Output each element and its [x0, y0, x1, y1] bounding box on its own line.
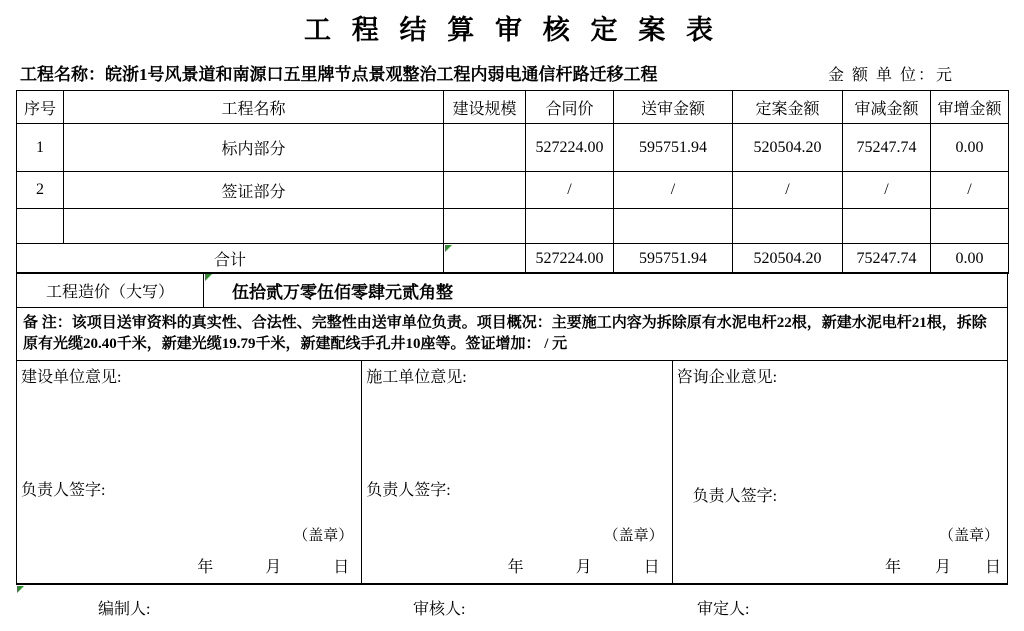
col-header-seq: 序号 — [17, 91, 64, 124]
date-line — [197, 554, 349, 577]
meta-row — [0, 60, 1024, 84]
row1-scale-cell — [444, 124, 526, 172]
opinion-title: 咨询企业意见: — [676, 369, 778, 386]
blank-name-cell — [64, 209, 444, 244]
year-label: 年 — [507, 559, 524, 576]
opinion-title: 建设单位意见: — [21, 369, 122, 386]
cell-flag-icon — [445, 245, 452, 252]
cell-flag-icon — [205, 274, 212, 281]
table-header-row — [17, 91, 1009, 124]
opinion-title: 施工单位意见: — [366, 369, 467, 386]
checker-label: 审核人: — [413, 601, 466, 618]
date-line — [508, 554, 660, 577]
row1-contract-cell: 527224.00 — [526, 124, 614, 172]
blank-seq-cell — [17, 209, 64, 244]
opinion-box-consulting-firm — [673, 361, 1007, 583]
opinion-box-contractor-unit — [362, 361, 672, 583]
blank-scale-cell — [444, 209, 526, 244]
cell-flag-icon — [17, 586, 24, 593]
blank-final-cell — [733, 209, 843, 244]
row2-name-cell: 签证部分 — [64, 172, 444, 209]
month-label: 月 — [575, 559, 592, 576]
row2-final-cell: / — [733, 172, 843, 209]
opinion-boxes — [16, 360, 1008, 585]
row2-seq-cell: 2 — [17, 172, 64, 209]
month-label: 月 — [934, 559, 951, 576]
row1-reduced-cell: 75247.74 — [843, 124, 931, 172]
sign-label: 负责人签字: — [692, 488, 778, 505]
total-final-cell: 520504.20 — [733, 244, 843, 274]
maker-label: 编制人: — [98, 601, 151, 618]
col-header-reduced: 审减金额 — [843, 91, 931, 124]
total-label-cell: 合计 — [17, 244, 444, 274]
row1-increased-cell: 0.00 — [931, 124, 1009, 172]
table-row — [17, 124, 1009, 172]
blank-reduced-cell — [843, 209, 931, 244]
footer-signature-strip — [0, 596, 1024, 620]
total-submitted-cell: 595751.94 — [614, 244, 733, 274]
seal-label: （盖章） — [293, 528, 354, 544]
row2-increased-cell: / — [931, 172, 1009, 209]
date-line — [885, 554, 1001, 577]
col-header-scale: 建设规模 — [444, 91, 526, 124]
opinion-box-construction-unit — [17, 361, 362, 583]
row2-submitted-cell: / — [614, 172, 733, 209]
settlement-table — [16, 90, 1009, 274]
row2-contract-cell: / — [526, 172, 614, 209]
table-total-row — [17, 244, 1009, 274]
capital-amount-row — [16, 272, 1008, 308]
col-header-project: 工程名称 — [64, 91, 444, 124]
row1-submitted-cell: 595751.94 — [614, 124, 733, 172]
blank-contract-cell — [526, 209, 614, 244]
row1-final-cell: 520504.20 — [733, 124, 843, 172]
month-label: 月 — [265, 559, 282, 576]
sign-label: 负责人签字: — [21, 482, 106, 499]
col-header-contract: 合同价 — [526, 91, 614, 124]
year-label: 年 — [884, 559, 901, 576]
capital-amount-value: 伍拾贰万零伍佰零肆元贰角整 — [232, 282, 453, 302]
total-contract-cell: 527224.00 — [526, 244, 614, 274]
project-name-label: 工程名称：皖浙1号风景道和南源口五里牌节点景观整治工程内弱电通信杆路迁移工程 — [20, 65, 658, 84]
col-header-final: 定案金额 — [733, 91, 843, 124]
seal-label: （盖章） — [938, 528, 999, 544]
year-label: 年 — [197, 559, 214, 576]
row2-scale-cell — [444, 172, 526, 209]
row2-reduced-cell: / — [843, 172, 931, 209]
amount-unit-label: 金 额 单 位：元 — [827, 67, 954, 84]
capital-amount-label: 工程造价（大写） — [17, 273, 204, 307]
page-title: 工 程 结 算 审 核 定 案 表 — [304, 15, 720, 45]
approver-label: 审定人: — [697, 601, 750, 618]
table-row — [17, 172, 1009, 209]
total-increased-cell: 0.00 — [931, 244, 1009, 274]
total-scale-cell — [444, 244, 526, 274]
blank-increased-cell — [931, 209, 1009, 244]
day-label: 日 — [643, 559, 660, 576]
col-header-submitted: 送审金额 — [614, 91, 733, 124]
day-label: 日 — [984, 559, 1001, 576]
seal-label: （盖章） — [603, 528, 664, 544]
row1-seq-cell: 1 — [17, 124, 64, 172]
table-row-blank — [17, 209, 1009, 244]
col-header-increased: 审增金额 — [931, 91, 1009, 124]
note-cell: 备 注：该项目送审资料的真实性、合法性、完整性由送审单位负责。项目概况：主要施工内容为拆除原有水泥电杆22根，新建水泥电杆21根，拆除原有光缆20.40千米，新建光缆19.79千米，新建配线手孔井10座等。签证增加： / 元 — [16, 307, 1008, 361]
day-label: 日 — [333, 559, 350, 576]
blank-submitted-cell — [614, 209, 733, 244]
sign-label: 负责人签字: — [366, 482, 451, 499]
total-reduced-cell: 75247.74 — [843, 244, 931, 274]
row1-name-cell: 标内部分 — [64, 124, 444, 172]
